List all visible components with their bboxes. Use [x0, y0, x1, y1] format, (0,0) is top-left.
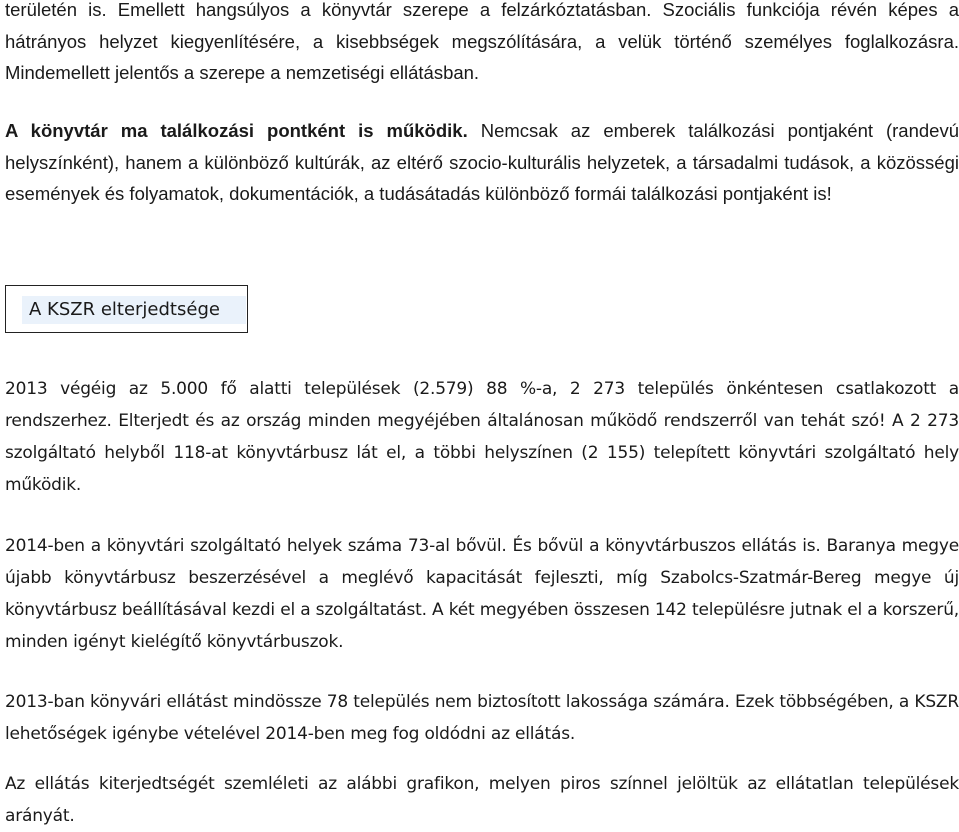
section-heading-box [5, 285, 248, 333]
paragraph-meeting-point [5, 115, 959, 210]
paragraph-expansion-2014: 2014-ben a könyvtári szolgáltató helyek száma 73-al bővül. És bővül a könyvtárbuszos ellátás is. Baranya megye újabb könyvtárbusz beszerzésével a meglévő kapacitását fejleszti, míg Szabolcs-Szatmár-Bereg megye új könyvtárbusz beállításával kezdi el a szolgáltatást. A két megyében összesen 142 településre jutnak el a korszerű, minden igényt kielégítő könyvtárbuszok. [5, 536, 959, 652]
paragraph-unserved-settlements: 2013-ban könyvári ellátást mindössze 78 település nem biztosított lakossága számára. Ezek többségében, a KSZR lehetőségek igénybe vételével 2014-ben meg fog oldódni az ellátás. [5, 692, 959, 744]
section-heading-kszr: A KSZR elterjedtsége [29, 299, 220, 320]
meeting-point-lead: A könyvtár ma találkozási pontként is működik. [5, 120, 468, 141]
paragraph-kszr-coverage-2013: 2013 végéig az 5.000 fő alatti települések (2.579) 88 %-a, 2 273 település önkéntesen csatlakozott a rendszerhez. Elterjedt és az ország minden megyéjében általánosan működő rendszerről van tehát szó! A 2 273 szolgáltató helyből 118-at könyvtárbusz lát el, a többi helyszínen (2 155) telepített könyvtári szolgáltató hely működik. [5, 379, 959, 495]
paragraph-chart-intro: Az ellátás kiterjedtségét szemléleti az alábbi grafikon, melyen piros színnel jelöltük az ellátatlan települések arányát. [5, 774, 959, 826]
paragraph-social-function: területén is. Emellett hangsúlyos a könyvtár szerepe a felzárkóztatásban. Szociális funkciója révén képes a hátrányos helyzet kiegyenlítésére, a kisebbségek megszólítására, a velük történő személyes foglalkozásra. Mindemellett jelentős a szerepe a nemzetiségi ellátásban. [5, 0, 959, 83]
section-heading-highlight [22, 296, 246, 324]
meeting-point-body: Nemcsak az emberek találkozási pontjaként (randevú helyszínként), hanem a különböző kultúrák, az eltérő szocio-kulturális helyzetek, a társadalmi tudások, a közösségi események és folyamatok, dokumentációk, a tudásátadás különböző formái találkozási pontjaként is! [5, 120, 959, 204]
